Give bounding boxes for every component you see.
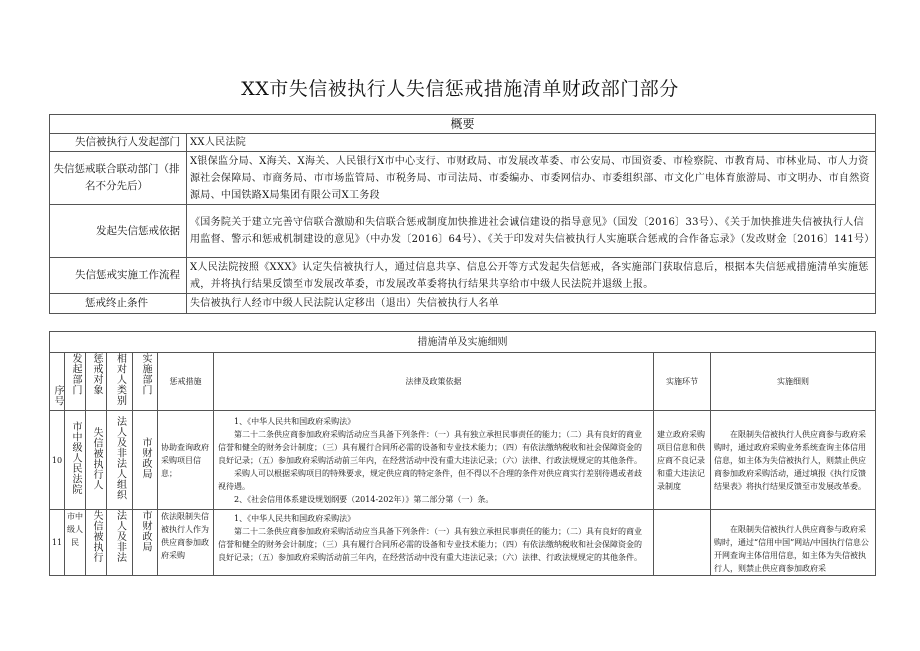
overview-value-workflow: X人民法院按照《XXX》认定失信被执行人，通过信息共享、信息公开等方式发起失信惩戒，各实施部门获取信息后，根据本失信惩戒措施清单实施惩戒，并将执行结果反馈至市发展改革委，市发展改革委将执行结果共享给市中级人民法院并退级上报。: [187, 258, 876, 294]
row-measure: 依法限制失信被执行人作为供应商参加政府采购: [158, 510, 214, 576]
overview-table: [49, 114, 876, 314]
column-header-dept: 发起部门: [70, 353, 81, 395]
overview-value-termination: 失信被执行人经市中级人民法院认定移出（退出）失信被执行人名单: [187, 294, 876, 314]
column-header-detail: 实施细则: [711, 353, 876, 411]
row-no: 11: [50, 510, 65, 576]
law-line: 1、《中华人民共和国政府采购法》: [234, 514, 356, 523]
column-header-target: 惩戒对象: [91, 353, 102, 395]
column-header-impl-dept: 实施部门: [140, 353, 151, 395]
row-category: 法人及非法人组织: [114, 416, 126, 500]
row-target: 失信被执行: [91, 510, 102, 563]
row-no: 10: [50, 411, 65, 510]
row-stage: 建立政府采购项目信息和供应商不良记录和重大违法记录制度: [654, 411, 711, 510]
row-impl-dept: 市财政局: [140, 437, 151, 479]
column-header-stage: 实施环节: [654, 353, 711, 411]
table-row: [50, 411, 876, 510]
law-line: 第二十二条供应商参加政府采购活动应当具备下列条件：（一）具有独立承担民事责任的能力；（二）具有良好的商业信誉和健全的财务会计制度；（三）具有履行合同所必需的设备和专业技术能力；（四）有依法缴纳税收和社会保障资金的良好记录；（五）参加政府采购活动前三年内，在经营活动中没有重大违法记录；（六）法律、行政法规规定的其他条件。: [218, 527, 642, 562]
page-title: XX市失信被执行人失信惩戒措施清单财政部门部分: [241, 78, 679, 100]
overview-label-basis: 发起失信惩戒依据: [50, 205, 187, 258]
row-target: 失信被执行人: [91, 426, 102, 490]
overview-header: 概要: [50, 115, 876, 134]
row-law: [214, 411, 654, 510]
overview-label-workflow: 失信惩戒实施工作流程: [50, 258, 187, 294]
overview-value-initiator: XX人民法院: [187, 134, 876, 152]
measures-table: [49, 331, 876, 576]
column-header-law: 法律及政策依据: [214, 353, 654, 411]
row-detail: 在限制失信被执行人供应商参与政府采购时，通过“信用中国”网站/中国执行信息公开网查询主体信用信息，如主体为失信被执行人，则禁止供应商参加政府采: [711, 510, 876, 576]
row-stage: [654, 510, 711, 576]
row-impl-dept: 市财政局: [140, 510, 151, 552]
row-detail: 在限制失信被执行人供应商参与政府采购时，通过政府采购业务系统查询主体信用信息，如主体为失信被执行人，则禁止供应商参加政府采购活动，通过填报《执行反馈结果表》将执行结果反馈至市发展改革委。: [711, 411, 876, 510]
row-dept: 市中级人民法院: [70, 421, 81, 495]
overview-label-initiator: 失信被执行人发起部门: [50, 134, 187, 152]
measures-header: 措施清单及实施细则: [50, 332, 876, 353]
column-header-category: 相对人类别: [114, 353, 126, 406]
law-line: 2、《社会信用体系建设规划纲要（2014-202年）》第二部分第（一）条。: [234, 494, 494, 504]
row-law: [214, 510, 654, 576]
table-row: [50, 510, 876, 576]
row-measure: 协助查询政府采购项目信息；: [158, 411, 214, 510]
row-dept: 市中级人民: [67, 512, 83, 547]
overview-label-joint-depts: 失信惩戒联合联动部门（排名不分先后）: [50, 152, 187, 205]
law-line: 1、《中华人民共和国政府采购法》: [234, 416, 356, 426]
row-category: 法人及非法: [114, 510, 126, 563]
column-header-no: 序号: [52, 385, 63, 406]
column-header-measure: 惩戒措施: [158, 353, 214, 411]
overview-value-basis: 《国务院关于建立完善守信联合激励和失信联合惩戒制度加快推进社会诚信建设的指导意见》（国发〔2016〕33号）、《关于加快推进失信被执行人信用监督、警示和惩戒机制建设的意见》（中办发〔2016〕64号）、《关于印发对失信被执行人实施联合惩戒的合作备忘录》（发改财金〔2016〕141号）: [187, 205, 876, 258]
overview-label-termination: 惩戒终止条件: [50, 294, 187, 314]
law-line: 第二十二条供应商参加政府采购活动应当具备下列条件：（一）具有独立承担民事责任的能力；（二）具有良好的商业信誉和健全的财务会计制度；（三）具有履行合同所必需的设备和专业技术能力；（四）有依法缴纳税收和社会保障资金的良好记录；（五）参加政府采购活动前三年内，在经营活动中没有重大违法记录；（六）法律、行政法规规定的其他条件。: [218, 429, 642, 465]
law-line: 采购人可以根据采购项目的特殊要求，规定供应商的特定条件，但不得以不合理的条件对供应商实行差别待遇或者歧视待遇。: [218, 468, 642, 491]
overview-value-joint-depts: X银保监分局、X海关、X海关、人民银行X市中心支行、市财政局、市发展改革委、市公安局、市国资委、市检察院、市教育局、市林业局、市人力资源社会保障局、市商务局、市市场监管局、市税务局、市司法局、市委编办、市委网信办、市委组织部、市文化广电体育旅游局、市文明办、市自然资源局、中国铁路X局集团有限公司X工务段: [187, 152, 876, 205]
